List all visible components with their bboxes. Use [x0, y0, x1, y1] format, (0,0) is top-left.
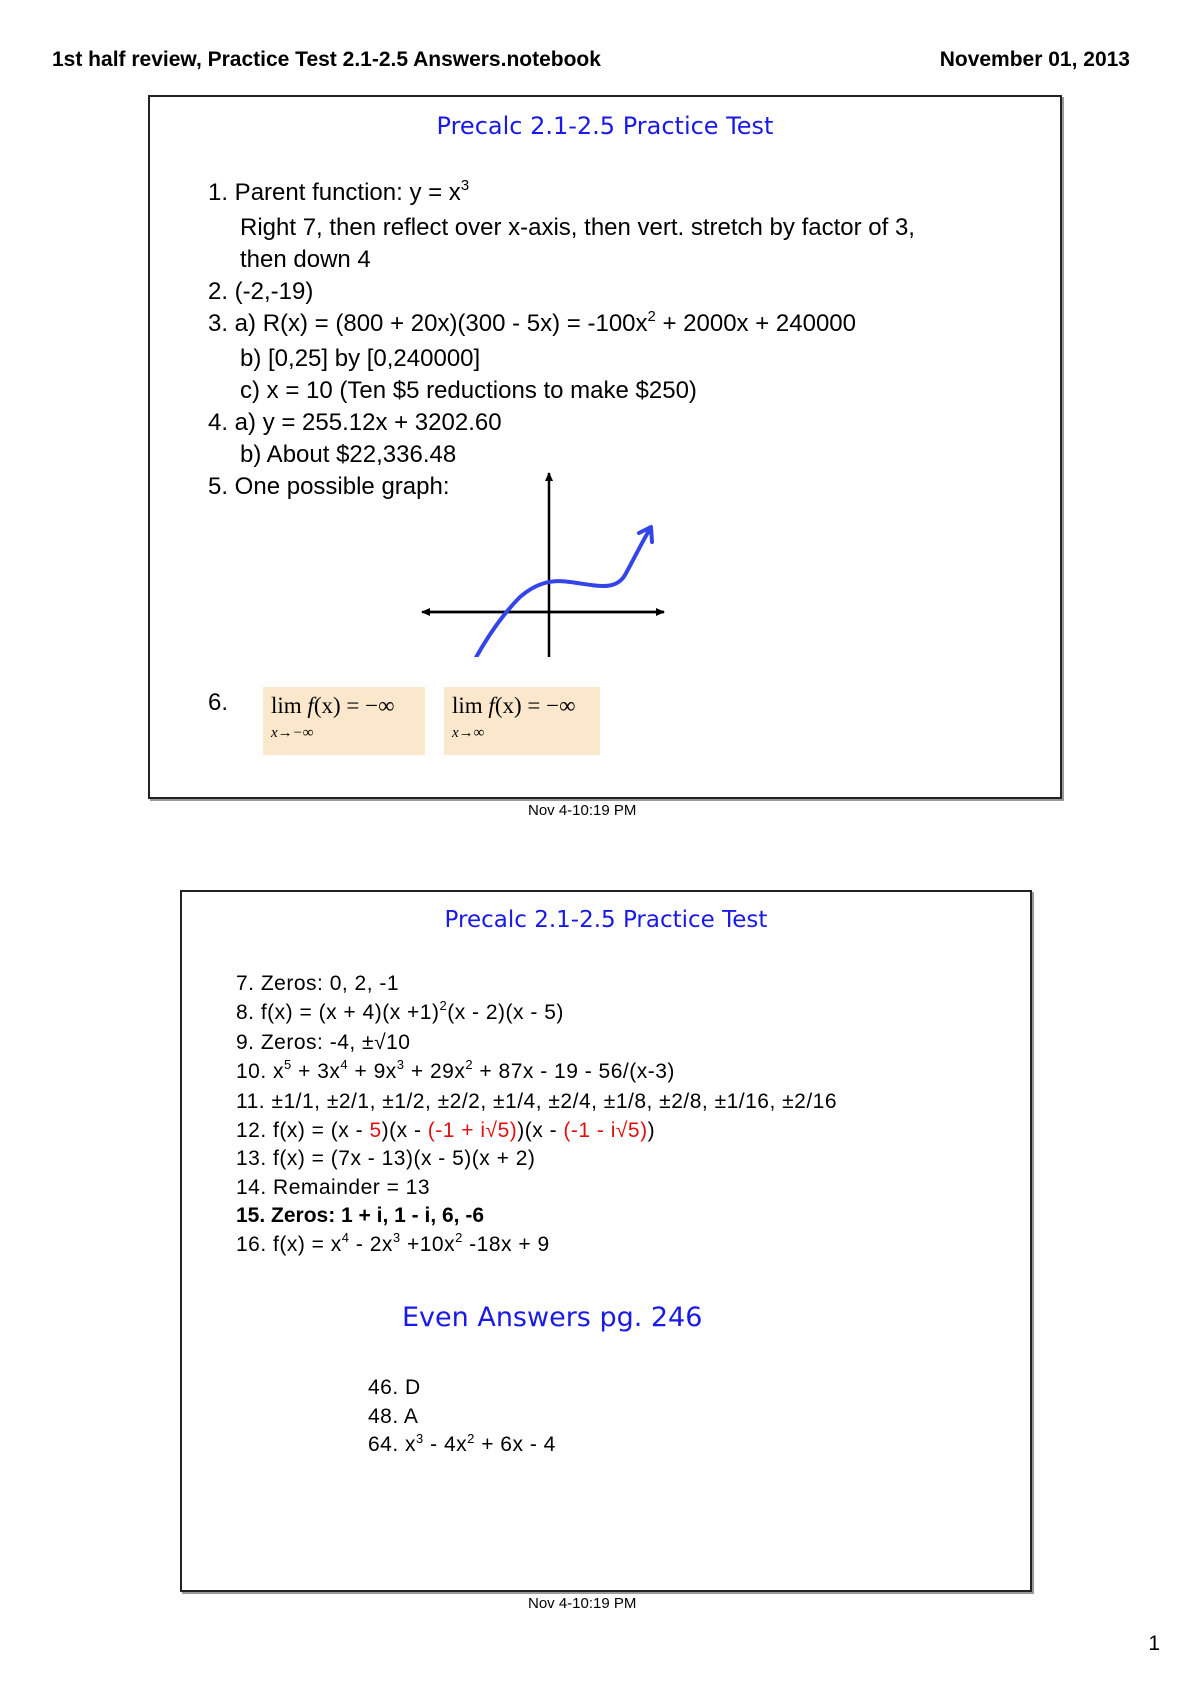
page-number: 1	[1148, 1632, 1160, 1655]
slide-2-timestamp: Nov 4-10:19 PM	[528, 1595, 637, 1612]
answer-3b: b) [0,25] by [0,240000]	[240, 345, 481, 372]
slide-2-answers	[236, 970, 837, 1261]
answer-13: 13. f(x) = (7x - 13)(x - 5)(x + 2)	[236, 1147, 536, 1170]
limit-neg-infinity: lim f(x) = −∞ x→−∞	[263, 687, 425, 755]
slide-2	[180, 890, 1032, 1592]
answer-12: 12. f(x) = (x - 5)(x - (-1 + i√5))(x - (-1 - i√5))	[236, 1118, 656, 1142]
answer-5: 5. One possible graph:	[208, 473, 450, 500]
curve	[465, 529, 650, 657]
page-header	[52, 48, 1130, 78]
even-46: 46. D	[368, 1376, 421, 1399]
slide-1-answers	[208, 177, 1030, 503]
answer-1: 1. Parent function: $y = x^3$	[208, 178, 470, 206]
cubic-graph	[420, 467, 700, 657]
even-64: 64. $x^3 - 4x^2 + 6x - 4$	[368, 1430, 556, 1456]
slide-1-timestamp: Nov 4-10:19 PM	[528, 802, 637, 819]
answer-6-label: 6.	[208, 689, 229, 716]
answer-3c: c) x = 10 (Ten $5 reductions to make $250)	[240, 377, 697, 404]
even-answers-title: Even Answers pg. 246	[402, 1302, 703, 1333]
notebook-title: 1st half review, Practice Test 2.1-2.5 Answers.notebook	[52, 48, 601, 71]
limit-pos-infinity: lim f(x) = −∞ x→∞	[444, 687, 600, 755]
answer-3a: 3. a) $R(x) = (800 + 20x)(300 - 5x) = -100x^2 + 2000x + 240000$	[208, 309, 856, 337]
answer-1-line-3: then down 4	[240, 246, 371, 273]
answer-2: 2. (-2,-19)	[208, 278, 314, 305]
answer-14: 14. Remainder = 13	[236, 1175, 431, 1199]
answer-7: 7. Zeros: 0, 2, -1	[236, 972, 400, 995]
slide-1	[148, 95, 1062, 799]
slide-2-title: Precalc 2.1-2.5 Practice Test	[444, 907, 768, 933]
answer-11: 11. ±1/1, ±2/1, ±1/2, ±2/2, ±1/4, ±2/4, ±1/8, ±2/8, ±1/16, ±2/16	[236, 1090, 838, 1113]
answer-9: 9. Zeros: -4, ±√10	[236, 1031, 411, 1054]
slide-1-title: Precalc 2.1-2.5 Practice Test	[436, 112, 774, 140]
notebook-date: November 01, 2013	[939, 48, 1130, 71]
answer-1-line-2: Right 7, then reflect over x-axis, then vert. stretch by factor of 3,	[240, 214, 915, 241]
even-answers	[368, 1374, 556, 1462]
answer-8: 8. $f(x) = (x + 4)(x +1)^2(x - 2)(x - 5)$	[236, 998, 564, 1024]
answer-4b: b) About $22,336.48	[240, 441, 457, 468]
answer-15: 15. Zeros: 1 + i, 1 - i, 6, -6	[236, 1204, 485, 1227]
even-48: 48. A	[368, 1404, 419, 1428]
answer-10: 10. $x^5 + 3x^4 + 9x^3 + 29x^2 + 87x - 19 - 56/(x-3)$	[236, 1057, 675, 1083]
answer-16: 16. $f(x) = x^4 - 2x^3 +10x^2$ -18x + 9	[236, 1230, 550, 1256]
answer-4a: 4. a) y = 255.12x + 3202.60	[208, 409, 502, 436]
